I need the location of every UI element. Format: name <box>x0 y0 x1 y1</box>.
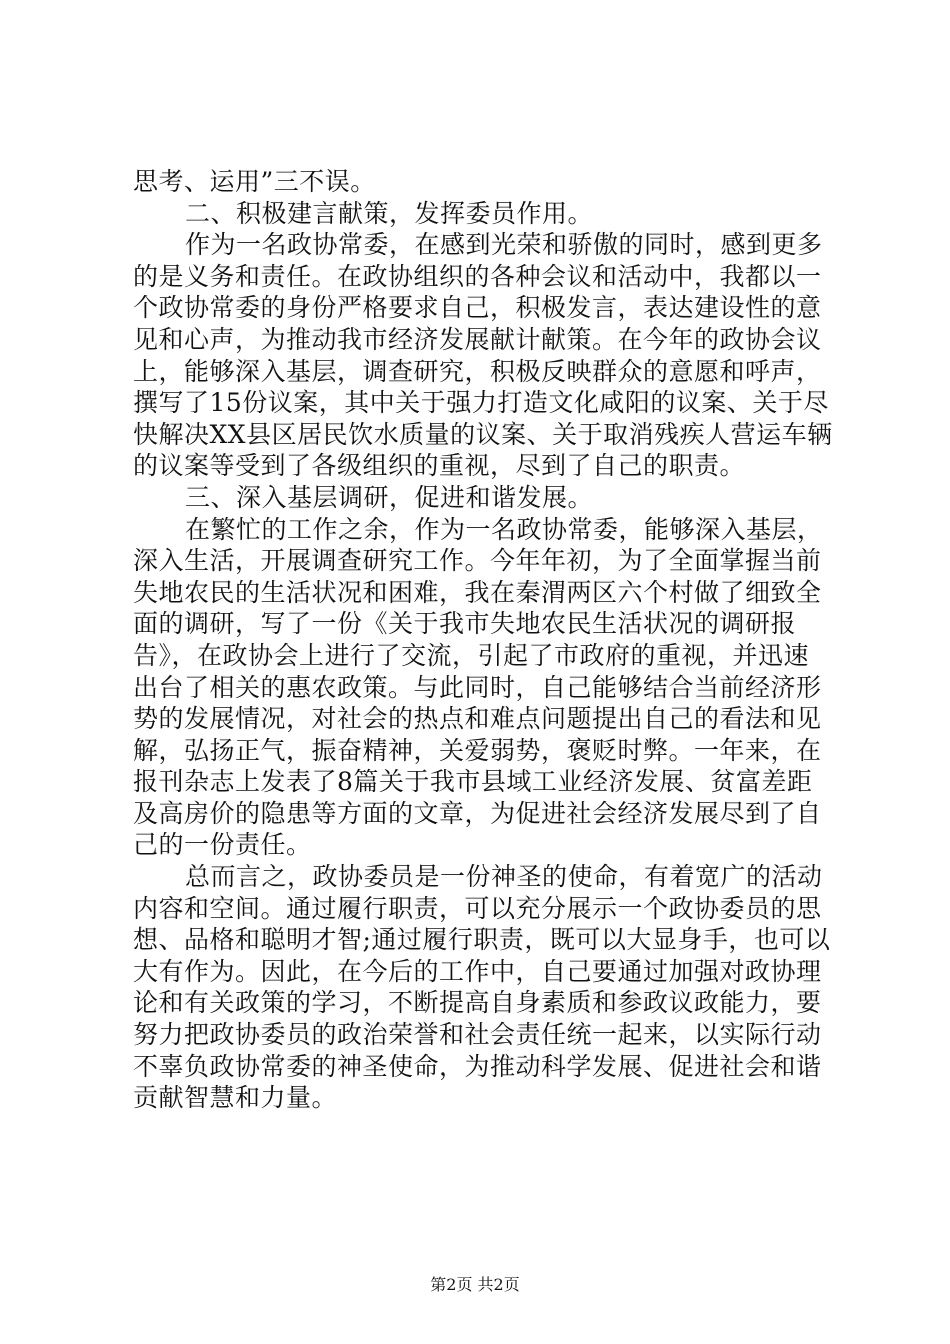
text-line: 势的发展情况，对社会的热点和难点问题提出自己的看法和见 <box>133 704 822 734</box>
text-line: 总而言之，政协委员是一份神圣的使命，有着宽广的活动 <box>185 862 823 892</box>
text-line: 作为一名政协常委，在感到光荣和骄傲的同时，感到更多 <box>185 230 823 260</box>
text-line: 撰写了15份议案，其中关于强力打造文化咸阳的议案、关于尽 <box>133 388 829 418</box>
text-line: 面的调研，写了一份《关于我市失地农民生活状况的调研报 <box>133 609 797 639</box>
text-line: 努力把政协委员的政治荣誉和社会责任统一起来，以实际行动 <box>133 1020 822 1050</box>
text-line: 出台了相关的惠农政策。与此同时，自己能够结合当前经济形 <box>133 672 822 702</box>
text-line: 贡献智慧和力量。 <box>133 1083 338 1113</box>
text-line: 内容和空间。通过履行职责，可以充分展示一个政协委员的思 <box>133 893 822 923</box>
text-line: 想、品格和聪明才智;通过履行职责，既可以大显身手，也可以 <box>133 925 831 955</box>
text-line: 论和有关政策的学习，不断提高自身素质和参政议政能力，要 <box>133 988 822 1018</box>
text-line: 及高房价的隐患等方面的文章，为促进社会经济发展尽到了自 <box>133 798 822 828</box>
body-text <box>133 166 833 1114</box>
text-line: 失地农民的生活状况和困难，我在秦渭两区六个村做了细致全 <box>133 577 822 607</box>
text-line: 二、积极建言献策，发挥委员作用。 <box>185 198 594 228</box>
text-line: 大有作为。因此，在今后的工作中，自己要通过加强对政协理 <box>133 956 822 986</box>
text-line: 的是义务和责任。在政协组织的各种会议和活动中，我都以一 <box>133 261 822 291</box>
text-line: 快解决XX县区居民饮水质量的议案、关于取消残疾人营运车辆 <box>133 419 833 449</box>
text-line: 报刊杂志上发表了8篇关于我市县域工业经济发展、贫富差距 <box>133 767 813 797</box>
text-line: 不辜负政协常委的神圣使命，为推动科学发展、促进社会和谐 <box>133 1051 822 1081</box>
text-line: 上，能够深入基层，调查研究，积极反映群众的意愿和呼声， <box>133 356 822 386</box>
text-line: 个政协常委的身份严格要求自己，积极发言，表达建设性的意 <box>133 293 822 323</box>
text-line: 思考、运用”三不误。 <box>133 167 376 196</box>
text-line: 己的一份责任。 <box>133 830 312 860</box>
text-line: 深入生活，开展调查研究工作。今年年初，为了全面掌握当前 <box>133 546 822 576</box>
text-line: 见和心声，为推动我市经济发展献计献策。在今年的政协会议 <box>133 324 822 354</box>
text-line: 三、深入基层调研，促进和谐发展。 <box>185 482 594 512</box>
text-line: 解，弘扬正气，振奋精神，关爱弱势，褒贬时弊。一年来，在 <box>133 735 822 765</box>
page-footer: 第2页 共2页 <box>430 1275 520 1294</box>
text-line: 在繁忙的工作之余，作为一名政协常委，能够深入基层， <box>185 514 823 544</box>
text-line: 的议案等受到了各级组织的重视，尽到了自己的职责。 <box>133 451 746 481</box>
text-line: 告》，在政协会上进行了交流，引起了市政府的重视，并迅速 <box>133 640 810 670</box>
